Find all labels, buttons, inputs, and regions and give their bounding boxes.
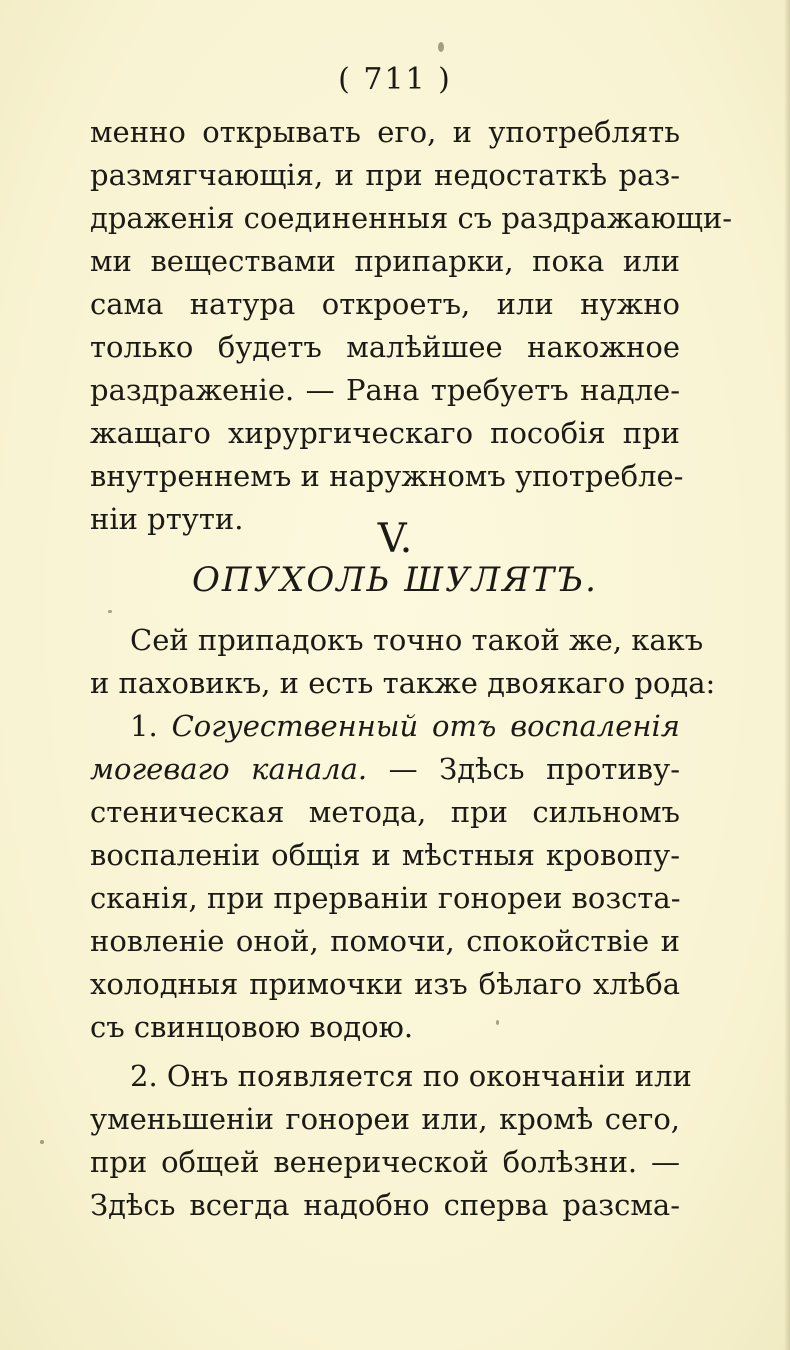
text-line: стеническая метода, при сильномъ (90, 795, 680, 829)
italic-term: Согуественный отъ воспаленія (171, 709, 680, 743)
item-number: 1. (130, 709, 158, 743)
item-1-second-line (90, 751, 680, 787)
section-title: ОПУХОЛЬ ШУЛЯТЪ. (192, 560, 598, 600)
text-line: ми веществами припарки, пока или (90, 244, 680, 278)
page-number: ( 711 ) (338, 62, 452, 97)
text-line: сама натура откроетъ, или нужно (90, 287, 680, 321)
text-line: размягчающія, и при недостаткѣ раз- (90, 158, 680, 192)
ink-speck (40, 1140, 44, 1144)
text-line: при общей венерической болѣзни. — (90, 1145, 680, 1179)
text-line: внутреннемъ и наружномъ употребле- (90, 459, 684, 493)
page-edge-shadow (784, 0, 790, 1350)
ink-speck (496, 1020, 499, 1025)
italic-term: могеваго канала. (90, 752, 368, 786)
text-line: Здѣсь всегда надобно сперва разсма- (90, 1188, 680, 1222)
text-line: Сей припадокъ точно такой же, какъ (130, 623, 704, 657)
text-line: сканія, при прерваніи гонореи возста- (90, 881, 681, 915)
text-line: менно открывать его, и употреблять (90, 115, 680, 149)
text-line: съ свинцовою водою. (90, 1010, 414, 1044)
ink-speck (108, 610, 112, 613)
text-line: ніи ртути. (90, 502, 244, 536)
text-line: и паховикъ, и есть также двоякаго рода: (90, 666, 716, 700)
text-fragment: — Здѣсь противу- (388, 752, 680, 786)
text-line: воспаленіи общія и мѣстныя кровопу- (90, 838, 680, 872)
text-line: только будетъ малѣйшее накожное (90, 330, 680, 364)
text-line: новленіе оной, помочи, спокойствіе и (90, 924, 680, 958)
item-1-first-line (130, 708, 680, 744)
text-line: раздраженіе. — Рана требуетъ надле- (90, 373, 680, 407)
section-number: V. (377, 516, 413, 562)
text-line: драженія соединенныя съ раздражающи- (90, 201, 733, 235)
text-line: холодныя примочки изъ бѣлаго хлѣба (90, 967, 680, 1001)
ink-speck (438, 42, 444, 52)
text-line: уменьшеніи гонореи или, кромѣ сего, (90, 1102, 680, 1136)
text-line: жащаго хирургическаго пособія при (90, 416, 680, 450)
text-line: 2. Онъ появляется по окончаніи или (130, 1059, 692, 1093)
